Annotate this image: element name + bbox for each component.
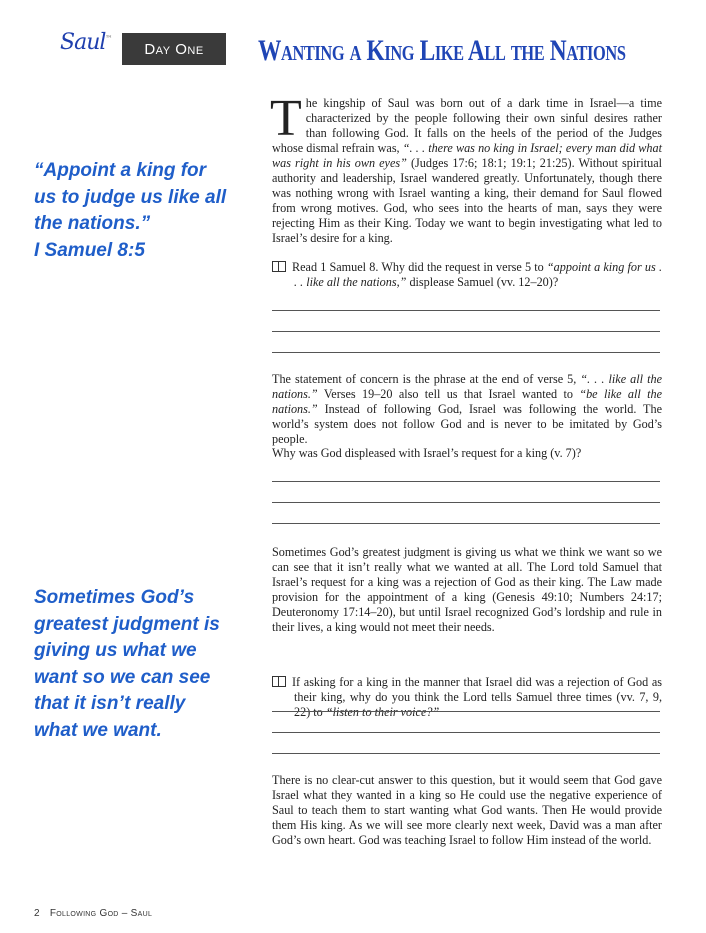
answer-line[interactable]	[272, 481, 660, 482]
page-title: Wanting a King Like All the Nations	[258, 34, 626, 67]
drop-cap: T	[270, 90, 302, 147]
pull-quote-reference: I Samuel 8:5	[34, 239, 145, 261]
answer-line[interactable]	[272, 753, 660, 754]
question-3	[272, 675, 662, 720]
answer-line[interactable]	[272, 523, 660, 524]
pull-quote-line: the nations.”	[34, 213, 151, 234]
paragraph-text: There is no clear-cut answer to this question, but it would seem that God gave Israel what they wanted in a king so He could use the negative experience of Saul to teach them to start wanting what God wants. Then He would provide them His king. As we will see more clearly next week, David was a man after God’s own heart. God was teaching Israel to follow Him instead of the world.	[272, 773, 662, 847]
scripture-quote: “listen to their voice?”	[325, 705, 440, 719]
answer-line[interactable]	[272, 310, 660, 311]
scripture-quote: “be like all the nations.”	[272, 387, 662, 416]
answer-line[interactable]	[272, 711, 660, 712]
pull-quote-line: want so we can see	[34, 666, 211, 688]
open-book-icon	[272, 261, 286, 272]
page-footer	[34, 908, 152, 919]
pull-quote-line: what we want.	[34, 719, 162, 741]
answer-line[interactable]	[272, 331, 660, 332]
pull-quote-judgment	[34, 585, 244, 744]
question-text: Why was God displeased with Israel’s request for a king (v. 7)?	[272, 446, 582, 460]
pull-quote-scripture	[34, 158, 244, 264]
question-text: If asking for a king in the manner that Israel did was a rejection of God as their king, why do you think the Lord tells Samuel three times (vv. 7, 9, 22) to	[292, 675, 662, 719]
intro-paragraph	[270, 90, 662, 246]
conclusion-paragraph	[272, 773, 662, 848]
day-label-box	[122, 33, 226, 65]
trademark-mark: ™	[105, 34, 112, 43]
pull-quote-line: Sometimes God’s	[34, 587, 195, 608]
saul-logo-text: Saul	[60, 30, 106, 55]
paragraph-text: (Judges 17:6; 18:1; 19:1; 21:25). Without spiritual authority and leadership, Israel wandered greatly. Unfortunately, though there was nothing wrong with Israel wanting a king, their demand for Saul flowed from wrong motives. God, who sees into the hearts of man, says they were rejecting Him as their King. Today we want to begin investigating what led to Israel’s desire for a king.	[272, 156, 662, 245]
answer-line[interactable]	[272, 352, 660, 353]
scripture-quote: “. . . there was no king in Israel; every man did what was right in his own eyes”	[272, 141, 662, 170]
judgment-paragraph	[272, 545, 662, 635]
running-title: Following God – Saul	[49, 908, 153, 919]
page-number: 2	[34, 908, 40, 919]
question-1	[272, 260, 662, 290]
question-text: Read 1 Samuel 8. Why did the request in verse 5 to	[292, 260, 547, 274]
pull-quote-line: “Appoint a king for	[34, 160, 207, 181]
answer-line[interactable]	[272, 732, 660, 733]
pull-quote-line: us to judge us like all	[34, 186, 227, 208]
paragraph-text: Instead of following God, Israel was following the world. The world’s system does not follow God and is never to be imitated by God’s people.	[272, 402, 662, 446]
question-text: displease Samuel (vv. 12–20)?	[406, 275, 559, 289]
pull-quote-line: giving us what we	[34, 640, 197, 661]
saul-logo	[60, 30, 111, 55]
question-2	[272, 446, 662, 461]
pull-quote-line: greatest judgment is	[34, 613, 220, 635]
paragraph-text: The statement of concern is the phrase at the end of verse 5,	[272, 372, 581, 386]
open-book-icon	[272, 676, 286, 687]
day-label: Day One	[144, 40, 204, 58]
answer-line[interactable]	[272, 502, 660, 503]
paragraph-text: he kingship of Saul was born out of a dark time in Israel—a time characterized by the people following their own sinful desires rather than following God. It falls on the heels of the period of the Judges whose dismal refrain was,	[272, 96, 662, 155]
pull-quote-line: that it isn’t really	[34, 693, 186, 714]
scripture-quote: “. . . like all the nations.”	[272, 372, 662, 401]
paragraph-text: Sometimes God’s greatest judgment is giving us what we think we want so we can see that it isn’t really what we wanted at all. The Lord told Samuel that Israel’s request for a king was a rejection of God as their king. The Law made provision for the appointment of a king (Genesis 49:10; Numbers 24:17; Deuteronomy 17:14–20), but until Israel recognized God’s lordship and rule in their lives, a king would not meet their needs.	[272, 545, 662, 634]
statement-paragraph	[272, 372, 662, 447]
paragraph-text: Verses 19–20 also tell us that Israel wanted to	[317, 387, 580, 401]
scripture-quote: “appoint a king for us . . . like all the nations,”	[294, 260, 662, 289]
